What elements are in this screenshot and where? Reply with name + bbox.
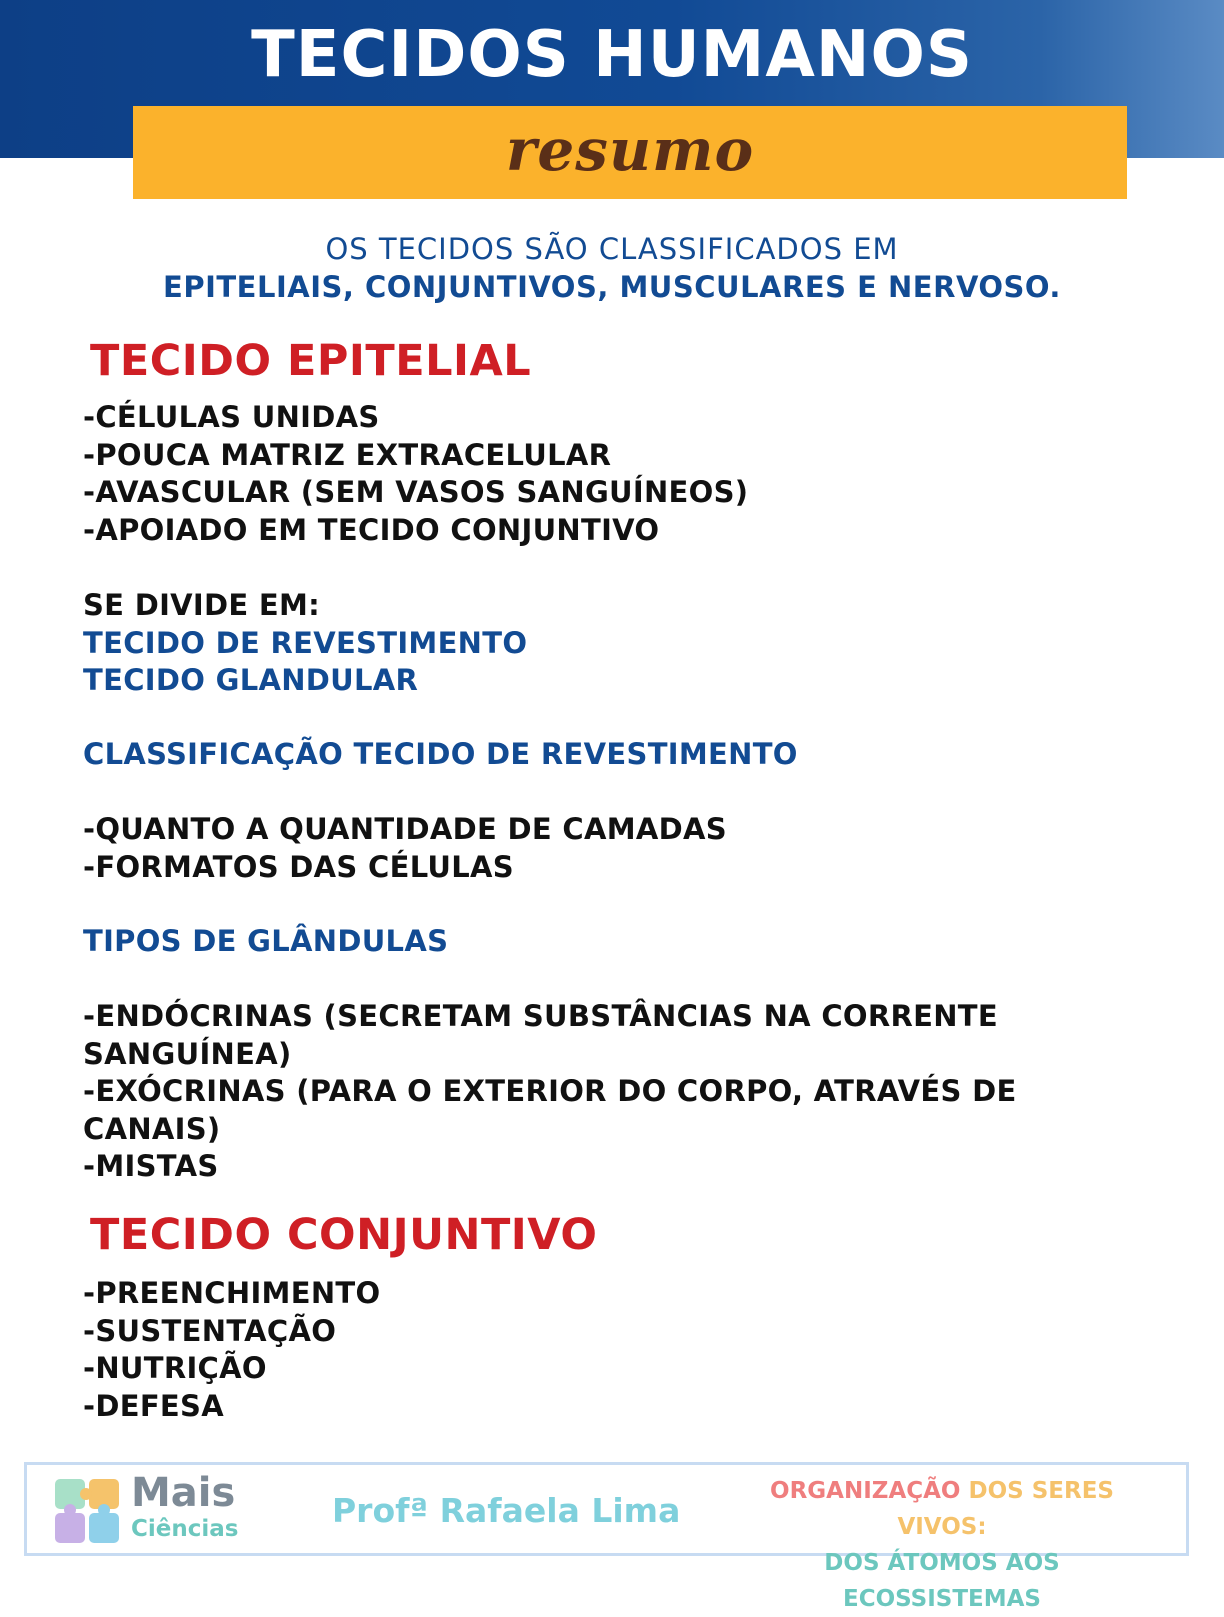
- list-item: -PREENCHIMENTO: [83, 1276, 381, 1310]
- classification-title: CLASSIFICAÇÃO TECIDO DE REVESTIMENTO: [83, 737, 798, 771]
- classification-list: [83, 811, 1143, 886]
- glands-title: TIPOS DE GLÂNDULAS: [83, 924, 449, 958]
- list-item: -DEFESA: [83, 1388, 224, 1423]
- list-item: -FORMATOS DAS CÉLULAS: [83, 849, 514, 884]
- division-item: TECIDO GLANDULAR: [83, 663, 419, 697]
- intro-line-2: EPITELIAIS, CONJUNTIVOS, MUSCULARES E NERVOSO.: [163, 270, 1061, 304]
- list-item: -ENDÓCRINAS (SECRETAM SUBSTÂNCIAS NA CORRENTE SANGUÍNEA): [83, 999, 998, 1071]
- glands-list: [83, 998, 1113, 1186]
- epitelial-divisions: [83, 587, 1143, 700]
- subtitle-banner: [133, 106, 1127, 199]
- epitelial-traits-list: [83, 399, 1143, 549]
- series-title-part-b: DOS SERES VIVOS:: [897, 1478, 1114, 1540]
- list-item: -AVASCULAR (SEM VASOS SANGUÍNEOS): [83, 475, 749, 509]
- puzzle-logo-icon: [55, 1479, 119, 1543]
- list-item: -EXÓCRINAS (PARA O EXTERIOR DO CORPO, ATRAVÉS DE CANAIS): [83, 1074, 1017, 1146]
- list-item: -NUTRIÇÃO: [83, 1351, 267, 1385]
- list-item: -MISTAS: [83, 1149, 219, 1183]
- footer: [24, 1462, 1189, 1612]
- list-item: -APOIADO EM TECIDO CONJUNTIVO: [83, 512, 660, 547]
- divide-label: SE DIVIDE EM:: [83, 588, 321, 622]
- section-title-epitelial: TECIDO EPITELIAL: [90, 336, 532, 386]
- subtitle: resumo: [505, 116, 755, 184]
- logo-text-mais: Mais: [131, 1470, 236, 1516]
- logo-text-ciencias: Ciências: [131, 1516, 239, 1542]
- division-item: TECIDO DE REVESTIMENTO: [83, 625, 528, 660]
- list-item: -SUSTENTAÇÃO: [83, 1313, 337, 1348]
- conjuntivo-list: [83, 1275, 1143, 1425]
- intro-line-1: OS TECIDOS SÃO CLASSIFICADOS EM: [325, 232, 899, 266]
- series-title-part-a: ORGANIZAÇÃO: [770, 1478, 961, 1504]
- author-name: Profª Rafaela Lima: [332, 1491, 681, 1530]
- page-title: TECIDOS HUMANOS: [251, 18, 973, 92]
- list-item: -QUANTO A QUANTIDADE DE CAMADAS: [83, 812, 727, 846]
- list-item: -CÉLULAS UNIDAS: [83, 400, 380, 434]
- series-title: [722, 1473, 1162, 1617]
- series-subtitle: DOS ÁTOMOS AOS ECOSSISTEMAS: [824, 1550, 1060, 1612]
- list-item: -POUCA MATRIZ EXTRACELULAR: [83, 437, 612, 472]
- intro: [0, 230, 1224, 306]
- section-title-conjuntivo: TECIDO CONJUNTIVO: [90, 1210, 598, 1260]
